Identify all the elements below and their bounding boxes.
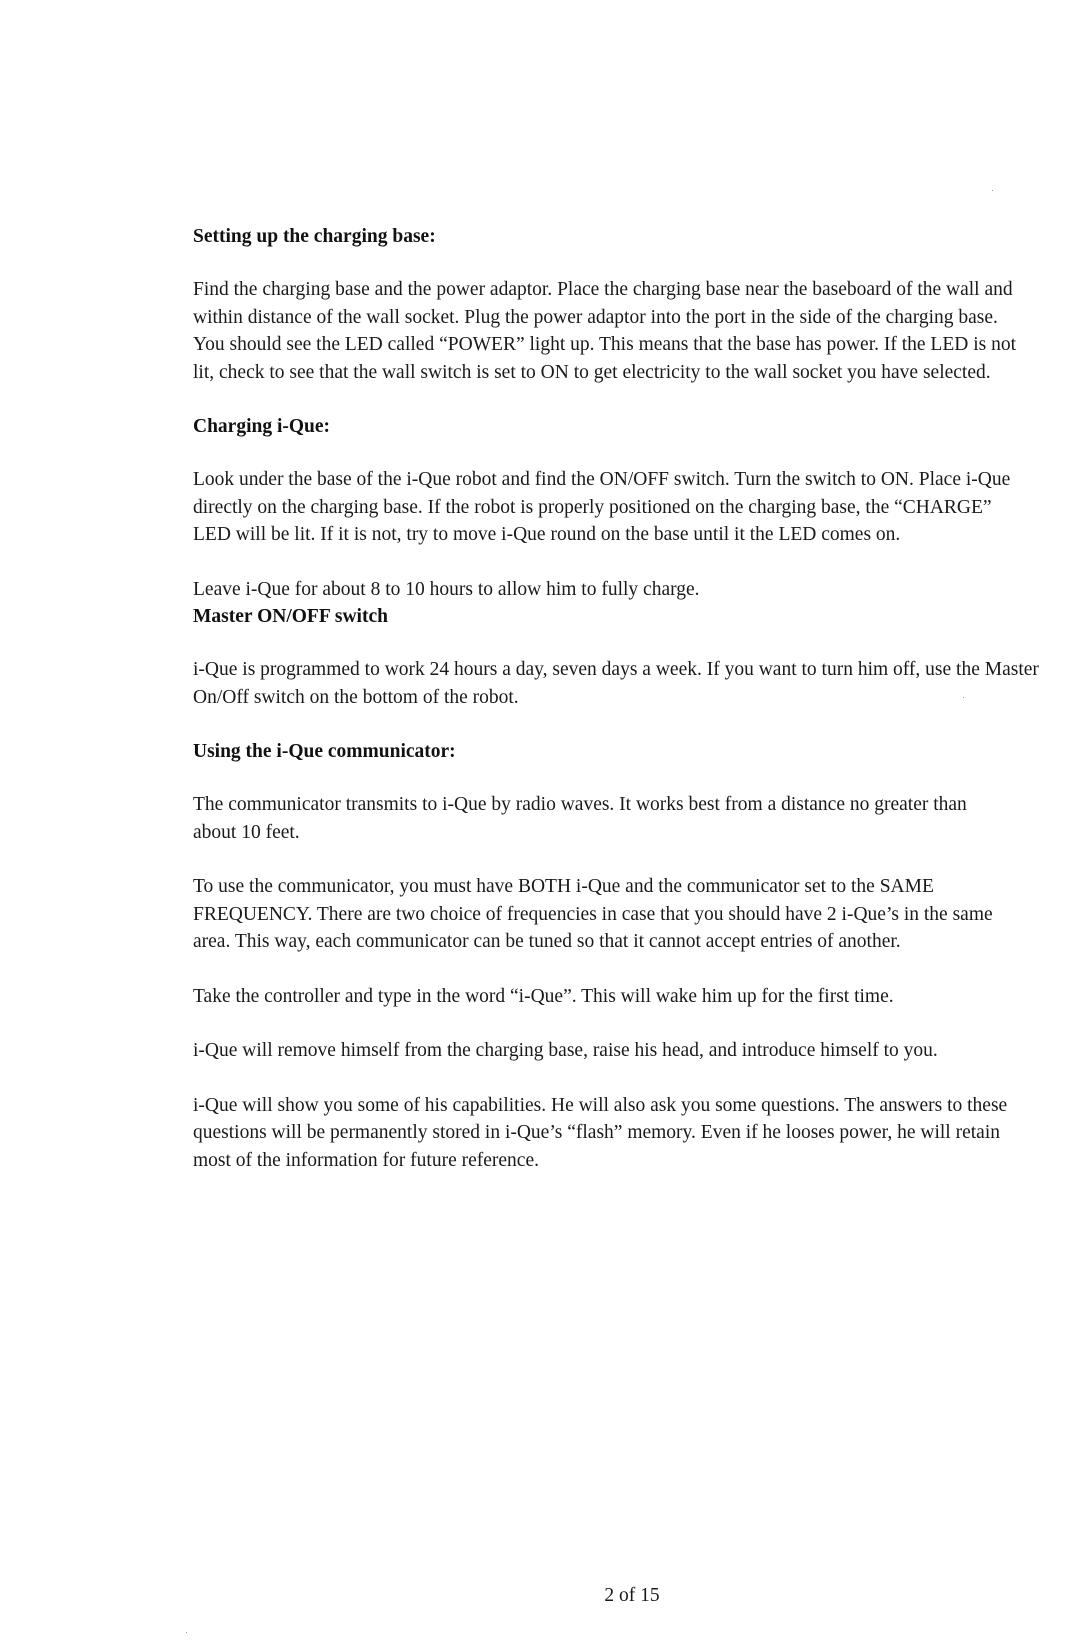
section-heading-charging-ique: Charging i-Que:: [193, 416, 331, 437]
paragraph: The communicator transmits to i-Que by radio waves. It works best from a distance no greater than about 10 feet.: [193, 794, 967, 843]
paragraph: Leave i-Que for about 8 to 10 hours to allow him to fully charge.: [193, 578, 700, 600]
section-heading-communicator: Using the i-Que communicator:: [193, 741, 456, 762]
scan-speck: [992, 190, 993, 191]
document-body: [193, 223, 1068, 1174]
paragraph: Take the controller and type in the word “i-Que”. This will wake him up for the first time.: [193, 985, 894, 1007]
paragraph: Find the charging base and the power adaptor. Place the charging base near the baseboard of the wall and within distance of the wall socket. Plug the power adaptor into the port in the side of the charging base. You should see the LED called “POWER” light up. This means that the base has power. If the LED is not lit, check to see that the wall switch is set to ON to get electricity to the wall socket you have selected.: [193, 279, 1017, 383]
paragraph: To use the communicator, you must have BOTH i-Que and the communicator set to the SAME FREQUENCY. There are two choice of frequencies in case that you should have 2 i-Que’s in the same area. This way, each communicator can be tuned so that it cannot accept entries of another.: [193, 876, 993, 952]
page-number: 2 of 15: [604, 1585, 660, 1606]
paragraph: Look under the base of the i-Que robot and find the ON/OFF switch. Turn the switch to ON. Place i-Que directly on the charging base. If the robot is properly positioned on the charging base, the “CHARGE” LED will be lit. If it is not, try to move i-Que round on the base until it the LED comes on.: [193, 469, 1011, 545]
page-footer: [0, 1584, 1068, 1608]
section-heading-charging-base: Setting up the charging base:: [193, 226, 436, 247]
paragraph: i-Que is programmed to work 24 hours a day, seven days a week. If you want to turn him off, use the Master On/Off switch on the bottom of the robot.: [193, 659, 1039, 708]
paragraph: i-Que will show you some of his capabilities. He will also ask you some questions. The answers to these questions will be permanently stored in i-Que’s “flash” memory. Even if he looses power, he will retain most of the information for future reference.: [193, 1094, 1008, 1171]
section-heading-master-switch: Master ON/OFF switch: [193, 606, 388, 627]
scan-speck: [186, 1632, 187, 1633]
paragraph: i-Que will remove himself from the charging base, raise his head, and introduce himself to you.: [193, 1040, 938, 1061]
scan-speck: [963, 697, 964, 698]
